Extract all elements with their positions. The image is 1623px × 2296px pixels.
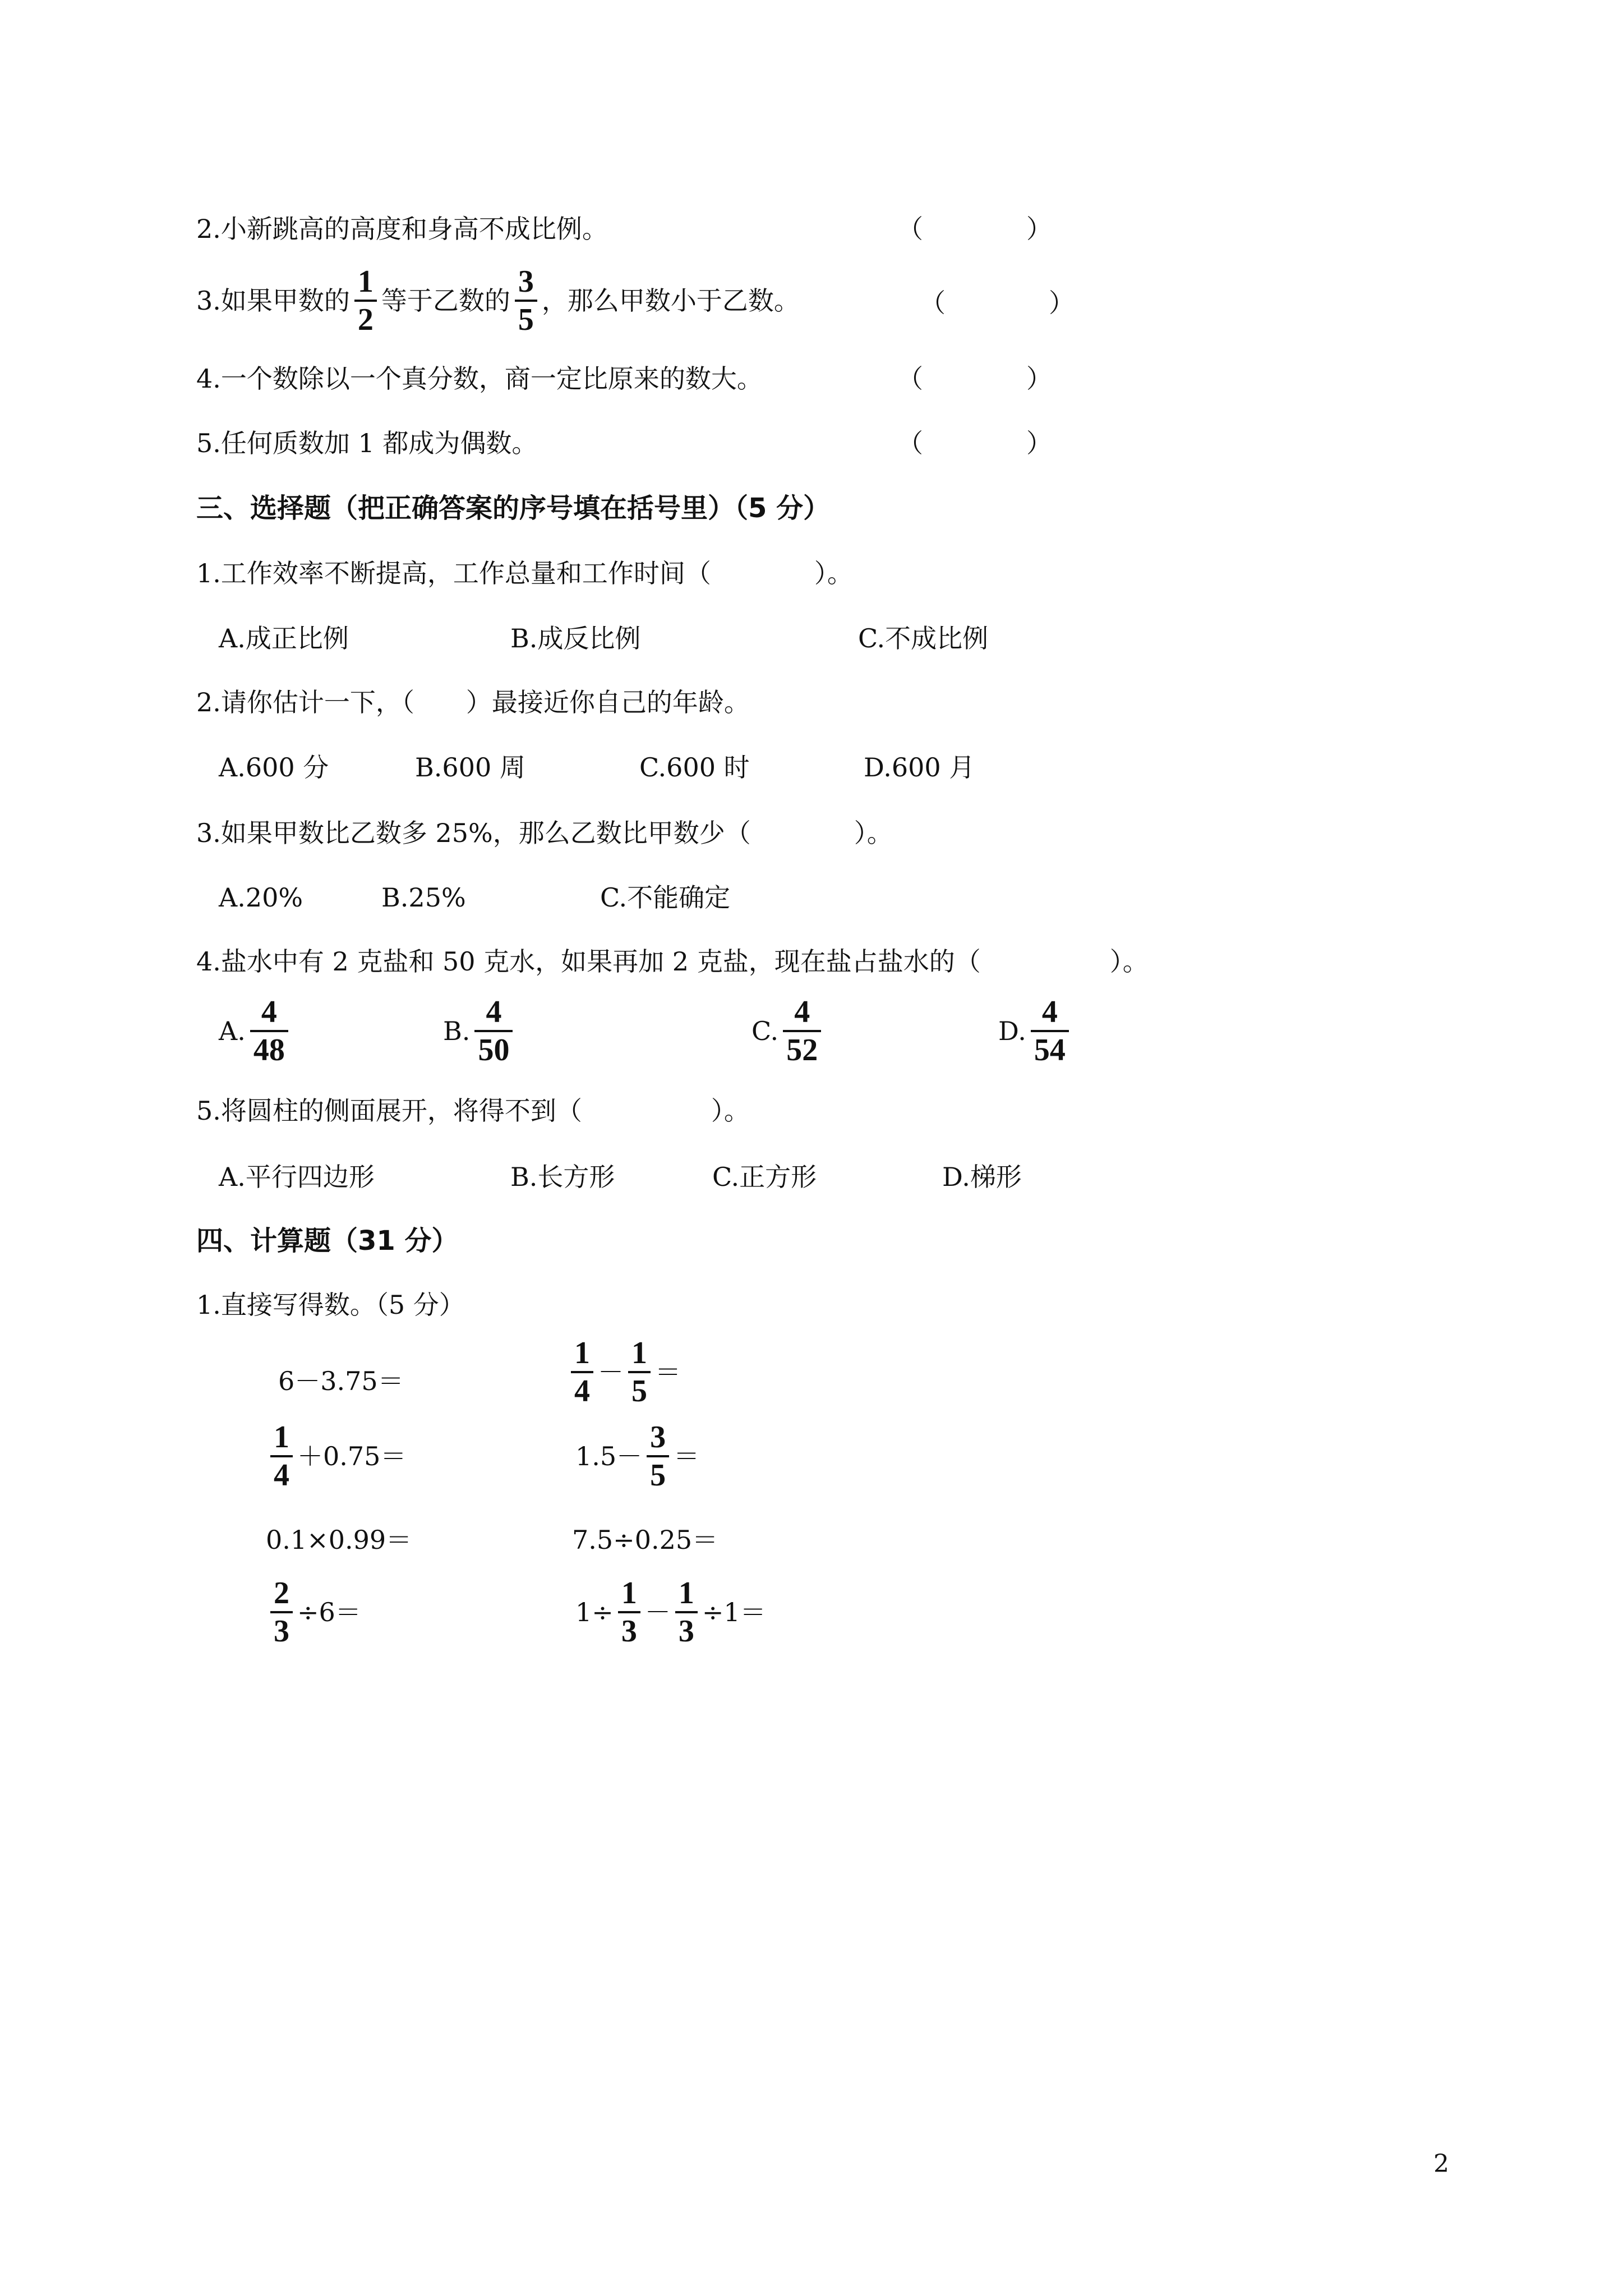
section-heading-choice: 三、选择题（把正确答案的序号填在括号里）（5 分） [196, 493, 831, 524]
fraction-denominator: 3 [621, 1614, 637, 1649]
page-number: 2 [1433, 2150, 1449, 2178]
option-a[interactable] [219, 994, 293, 1068]
fraction-denominator: 4 [574, 1374, 590, 1409]
calc-subheading: 1.直接写得数。（5 分） [196, 1290, 465, 1320]
fraction [270, 1419, 293, 1493]
answer-blank[interactable]: （ ） [897, 428, 1052, 458]
calc-item-8 [575, 1575, 766, 1649]
fraction [618, 1575, 640, 1649]
fraction [1031, 994, 1069, 1068]
option-label: B. [443, 1016, 471, 1046]
tf-item-4 [196, 362, 763, 395]
operator: － [598, 1357, 624, 1387]
calc-item-7 [266, 1575, 361, 1649]
option-b[interactable] [443, 994, 517, 1068]
option-d[interactable] [998, 994, 1073, 1068]
fraction [474, 994, 513, 1068]
option-b[interactable]: B.长方形 [510, 1162, 615, 1192]
tf-item-2 [196, 212, 608, 246]
equals: ＝ [674, 1441, 700, 1471]
fraction-denominator: 5 [518, 302, 534, 337]
fraction [571, 1335, 593, 1409]
calc-item-5 [266, 1523, 412, 1557]
fraction [270, 1575, 293, 1649]
fraction-denominator: 52 [786, 1033, 818, 1068]
fraction [515, 264, 537, 338]
fraction-numerator: 1 [678, 1576, 694, 1611]
mc-question-3: 3.如果甲数比乙数多 25%，那么乙数比甲数少（ ）。 [196, 818, 893, 848]
fraction [354, 264, 377, 338]
fraction-denominator: 2 [357, 302, 374, 337]
option-label: D. [998, 1016, 1026, 1046]
mc-question-1: 1.工作效率不断提高，工作总量和工作时间（ ）。 [196, 558, 853, 588]
calc-expression: ÷6＝ [297, 1597, 361, 1627]
option-d[interactable]: D.梯形 [942, 1162, 1022, 1192]
fraction-numerator: 1 [574, 1336, 590, 1370]
option-b[interactable]: B.600 周 [415, 752, 525, 783]
mc-options-3 [219, 881, 1116, 914]
option-a[interactable]: A.600 分 [219, 752, 329, 783]
operator: － [644, 1597, 671, 1627]
fraction-denominator: 4 [274, 1458, 289, 1493]
calc-item-4 [575, 1419, 699, 1493]
calc-item-1 [278, 1364, 404, 1398]
section-heading-calc: 四、计算题（31 分） [196, 1225, 459, 1257]
mc-options-4 [219, 994, 1172, 1078]
calc-expression-pre: 1÷ [575, 1597, 614, 1627]
fraction [675, 1575, 698, 1649]
calc-expression: ÷1＝ [702, 1597, 766, 1627]
tf-item-text-post: ，那么甲数小于乙数。 [541, 286, 800, 316]
fraction [783, 994, 821, 1068]
mc-options-2 [219, 751, 1116, 784]
mc-question-5: 5.将圆柱的侧面展开，将得不到（ ）。 [196, 1096, 750, 1126]
fraction-numerator: 1 [631, 1336, 647, 1370]
calc-expression-pre: 1.5－ [575, 1441, 643, 1471]
fraction-denominator: 54 [1034, 1033, 1066, 1068]
answer-blank[interactable]: （ ） [897, 214, 1052, 244]
option-label: C. [751, 1016, 779, 1046]
calc-expression: ＋0.75＝ [297, 1441, 407, 1471]
fraction-numerator: 1 [274, 1420, 289, 1455]
answer-blank[interactable]: （ ） [920, 288, 1075, 318]
fraction-numerator: 4 [486, 995, 502, 1029]
fraction-numerator: 3 [650, 1420, 666, 1455]
fraction [647, 1419, 669, 1493]
equals: ＝ [655, 1357, 681, 1387]
calc-expression: 0.1×0.99＝ [266, 1525, 412, 1555]
tf-item-text-pre: 3.如果甲数的 [196, 286, 350, 316]
fraction-numerator: 3 [518, 264, 534, 299]
calc-item-2 [566, 1335, 681, 1409]
mc-options-5 [219, 1160, 1116, 1194]
tf-item-5 [196, 426, 537, 460]
calc-expression: 7.5÷0.25＝ [572, 1525, 718, 1555]
fraction-denominator: 5 [631, 1374, 647, 1409]
mc-options-1 [219, 622, 1116, 655]
fraction-denominator: 3 [678, 1614, 694, 1649]
fraction-numerator: 1 [621, 1576, 637, 1611]
option-a[interactable]: A.成正比例 [219, 623, 349, 654]
fraction-numerator: 4 [261, 995, 277, 1029]
option-c[interactable]: C.不能确定 [600, 882, 731, 913]
tf-item-text-mid: 等于乙数的 [381, 286, 510, 316]
calc-item-3 [266, 1419, 406, 1493]
fraction-numerator: 2 [274, 1576, 289, 1611]
option-d[interactable]: D.600 月 [864, 752, 975, 783]
mc-question-2: 2.请你估计一下，（ ）最接近你自己的年龄。 [196, 687, 750, 717]
fraction-numerator: 4 [1041, 995, 1058, 1029]
calc-expression: 6－3.75＝ [278, 1366, 404, 1396]
fraction [250, 994, 288, 1068]
option-c[interactable]: C.正方形 [712, 1162, 817, 1192]
option-a[interactable]: A.平行四边形 [219, 1162, 375, 1192]
mc-question-4: 4.盐水中有 2 克盐和 50 克水，如果再加 2 克盐，现在盐占盐水的（ ）。 [196, 946, 1149, 977]
fraction-numerator: 4 [794, 995, 810, 1029]
option-label: A. [219, 1016, 246, 1046]
tf-item-3 [196, 264, 800, 338]
answer-blank[interactable]: （ ） [897, 364, 1052, 394]
tf-item-text: 2.小新跳高的高度和身高不成比例。 [196, 214, 608, 244]
calc-item-6 [572, 1523, 718, 1557]
tf-item-text: 4.一个数除以一个真分数，商一定比原来的数大。 [196, 364, 763, 394]
option-b[interactable]: B.成反比例 [510, 623, 641, 654]
fraction-denominator: 48 [253, 1033, 285, 1068]
fraction-numerator: 1 [357, 264, 374, 299]
option-c[interactable] [751, 994, 826, 1068]
option-c[interactable]: C.600 时 [639, 752, 750, 783]
fraction [628, 1335, 651, 1409]
fraction-denominator: 50 [478, 1033, 510, 1068]
option-c[interactable]: C.不成比例 [858, 623, 989, 654]
fraction-denominator: 3 [274, 1614, 289, 1649]
option-b[interactable]: B.25% [381, 882, 466, 913]
fraction-denominator: 5 [650, 1458, 666, 1493]
option-a[interactable]: A.20% [219, 882, 303, 913]
tf-item-text: 5.任何质数加 1 都成为偶数。 [196, 428, 538, 458]
